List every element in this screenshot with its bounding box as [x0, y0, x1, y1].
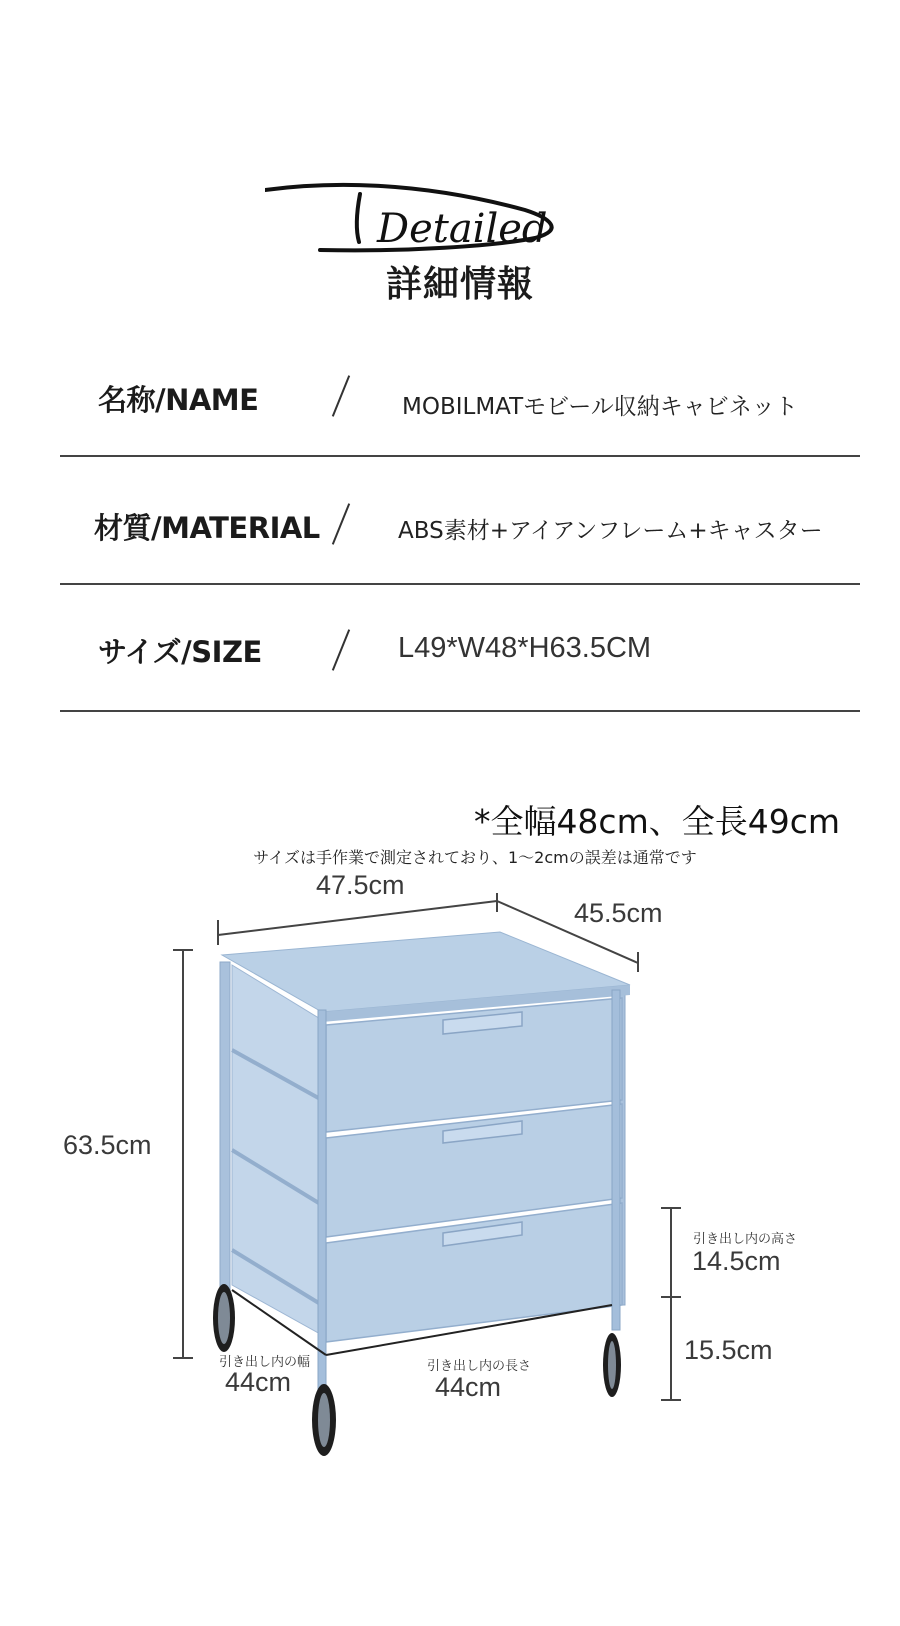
- size-value: L49*W48*H63.5CM: [398, 632, 652, 664]
- drawer-width-label: 44cm: [225, 1367, 292, 1397]
- separator-slash: [332, 375, 350, 417]
- top-width-label: 47.5cm: [316, 870, 405, 900]
- name-value: MOBILMATモビール収納キャビネット: [402, 394, 798, 420]
- divider: [60, 583, 860, 585]
- drawer-length-caption: 引き出し内の長さ: [427, 1359, 532, 1374]
- name-label: 名称/NAME: [98, 383, 259, 417]
- separator-slash: [332, 629, 350, 671]
- leg-height-label: 15.5cm: [684, 1335, 773, 1365]
- drawer-height-label: 14.5cm: [692, 1246, 781, 1276]
- drawer-length-label: 44cm: [435, 1372, 502, 1402]
- top-depth-label: 45.5cm: [574, 898, 663, 928]
- material-value: ABS素材+アイアンフレーム+キャスター: [398, 518, 823, 544]
- separator-slash: [332, 503, 350, 545]
- size-headline: *全幅48cm、全長49cm: [473, 802, 840, 841]
- divider: [60, 710, 860, 712]
- size-label: サイズ/SIZE: [98, 635, 262, 669]
- material-label: 材質/MATERIAL: [94, 511, 320, 545]
- size-caption: サイズは手作業で測定されており、1〜2cmの誤差は通常です: [253, 848, 697, 867]
- page-title: 詳細情報: [385, 264, 534, 305]
- divider: [60, 455, 860, 457]
- drawer-height-caption: 引き出し内の高さ: [693, 1232, 798, 1247]
- drawer-width-caption: 引き出し内の幅: [219, 1355, 311, 1370]
- height-label: 63.5cm: [63, 1130, 152, 1160]
- script-title-text: Detailed: [377, 206, 548, 252]
- detailed-script-logo: [265, 180, 565, 260]
